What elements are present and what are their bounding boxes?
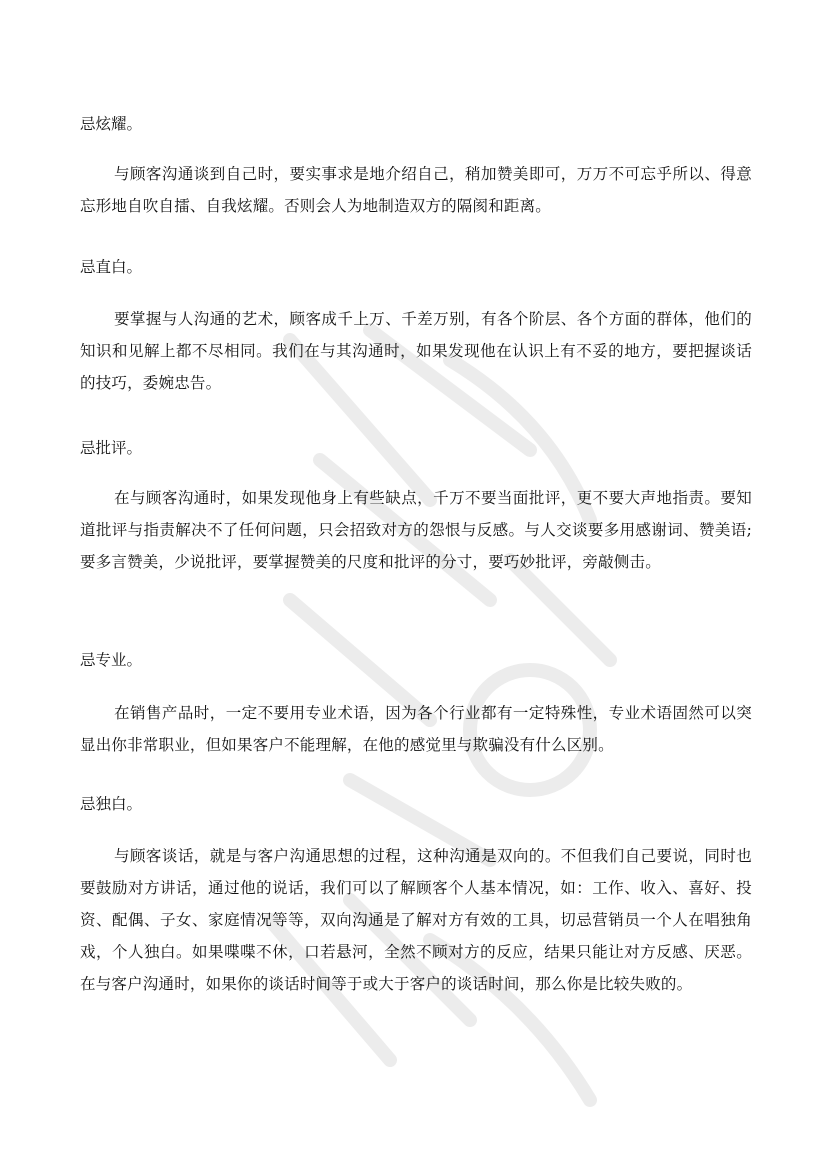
section-body-zhuanye: 在销售产品时，一定不要用专业术语，因为各个行业都有一定特殊性，专业术语固然可以突显出你非常职业，但如果客户不能理解，在他的感觉里与欺骗没有什么区别。	[80, 704, 752, 754]
section-heading-piping: 忌批评。	[80, 439, 143, 457]
section-heading-xuanyao: 忌炫耀。	[80, 115, 143, 133]
section-body-dubai: 与顾客谈话，就是与客户沟通思想的过程，这种沟通是双向的。不但我们自己要说，同时也要鼓励对方讲话，通过他的说话，我们可以了解顾客个人基本情况，如：工作、收入、喜好、投资、配偶、子女、家庭情况等等，双向沟通是了解对方有效的工具，切忌营销员一个人在唱独角戏，个人独白。如果喋喋不休，口若悬河，全然不顾对方的反应，结果只能让对方反感、厌恶。在与客户沟通时，如果你的谈话时间等于或大于客户的谈话时间，那么你是比较失败的。	[80, 847, 752, 993]
section-heading-dubai: 忌独白。	[80, 795, 143, 813]
section-heading-zhuanye: 忌专业。	[80, 651, 143, 669]
section-body-piping: 在与顾客沟通时，如果发现他身上有些缺点，千万不要当面批评，更不要大声地指责。要知道批评与指责解决不了任何问题，只会招致对方的怨恨与反感。与人交谈要多用感谢词、赞美语;要多言赞美，少说批评，要掌握赞美的尺度和批评的分寸，要巧妙批评，旁敲侧击。	[80, 489, 752, 571]
section-body-xuanyao: 与顾客沟通谈到自己时，要实事求是地介绍自己，稍加赞美即可，万万不可忘乎所以、得意忘形地自吹自擂、自我炫耀。否则会人为地制造双方的隔阂和距离。	[80, 165, 752, 215]
section-body-zhibai: 要掌握与人沟通的艺术，顾客成千上万、千差万别，有各个阶层、各个方面的群体，他们的知识和见解上都不尽相同。我们在与其沟通时，如果发现他在认识上有不妥的地方，要把握谈话的技巧，委婉忠告。	[80, 310, 752, 392]
section-heading-zhibai: 忌直白。	[80, 258, 143, 276]
